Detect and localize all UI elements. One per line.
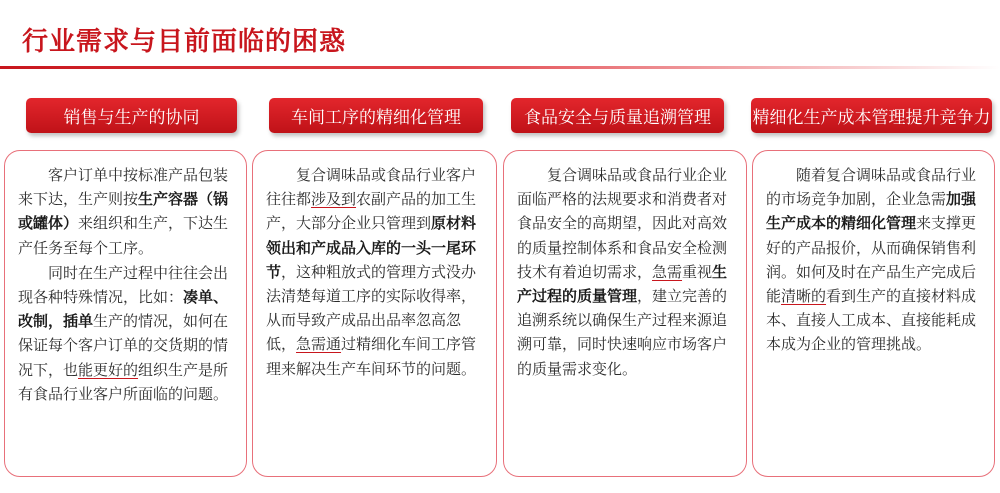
card-paragraph [18,163,234,260]
tab-label: 销售与生产的协同 [63,108,200,128]
tab-workshop-process[interactable] [269,98,483,133]
bold-text: 生产容器（锅或罐体） [18,190,229,233]
tab-sales-production[interactable] [26,98,237,133]
text-span: 同时在生产过程中往往会出现各种特殊情况，比如： [18,263,229,307]
card-food-safety [503,150,747,477]
text-span: 重视 [682,262,713,281]
text-span: 过精细化车间工序管理来解决生产车间环节的问题。 [266,335,477,378]
text-span: 看到生产的直接材料成本、直接人工成本、直接能耗成本成为企业的管理挑战。 [766,287,977,354]
card-workshop-process [252,150,497,477]
text-span: 复合调味品或食品行业企业面临严格的法规要求和消费者对食品安全的高期望，因此对高效的质量控制体系和食品安全检测技术有着迫切需求， [517,166,728,281]
title-divider [0,66,1000,69]
underlined-text: 急需 [652,262,683,281]
text-span: 组织生产是所有食品行业客户所面临的问题。 [18,360,229,403]
text-span: 来支撑更好的产品报价，从而确保销售利润。如何及时在产品生产完成后能 [766,214,977,306]
card-cost-management [752,150,995,477]
card-paragraph [766,163,982,357]
card-paragraph [18,261,234,406]
card-paragraph [517,163,734,381]
tab-label: 食品安全与质量追溯管理 [524,108,711,128]
card-paragraph [266,163,484,381]
tab-label: 车间工序的精细化管理 [291,108,461,128]
text-span: 随着复合调味品或食品行业的市场竞争加剧，企业急需 [766,166,977,209]
text-span: ，这种粗放式的管理方式没办法清楚每道工序的实际收得率，从而导致产成品出品率忽高忽低， [266,262,477,354]
tab-food-safety[interactable] [511,98,724,133]
underlined-text: 急需通 [296,335,342,354]
bold-text: 生产过程的质量管理 [517,262,728,306]
page-title: 行业需求与目前面临的困惑 [22,27,347,57]
tab-cost-management[interactable] [751,98,992,133]
underlined-text: 清晰的 [781,287,827,306]
card-sales-production [4,150,247,477]
underlined-text: 涉及到 [311,190,357,209]
text-span: 客户订单中按标准产品包装来下达，生产则按 [18,166,229,209]
bold-text: 原材料领出和产成品入库的一头一尾环节 [266,214,477,281]
text-span: 复合调味品或食品行业客户往往都 [266,166,477,209]
tab-label: 精细化生产成本管理提升竞争力 [752,108,991,128]
text-span: 农副产品的加工生产，大部分企业只管理到 [266,190,477,233]
underlined-text: 能更好的 [78,360,139,379]
text-span: ，建立完善的追溯系统以确保生产过程来源追溯可靠，同时快速响应市场客户的质量需求变化。 [517,287,728,378]
text-span: 来组织和生产，下达生产任务至每个工序。 [18,214,229,257]
bold-text: 凑单、改制，插单 [18,288,229,331]
text-span: 生产的情况，如何在保证每个客户订单的交货期的情况下，也 [18,312,229,379]
bold-text: 加强生产成本的精细化管理 [766,190,977,233]
